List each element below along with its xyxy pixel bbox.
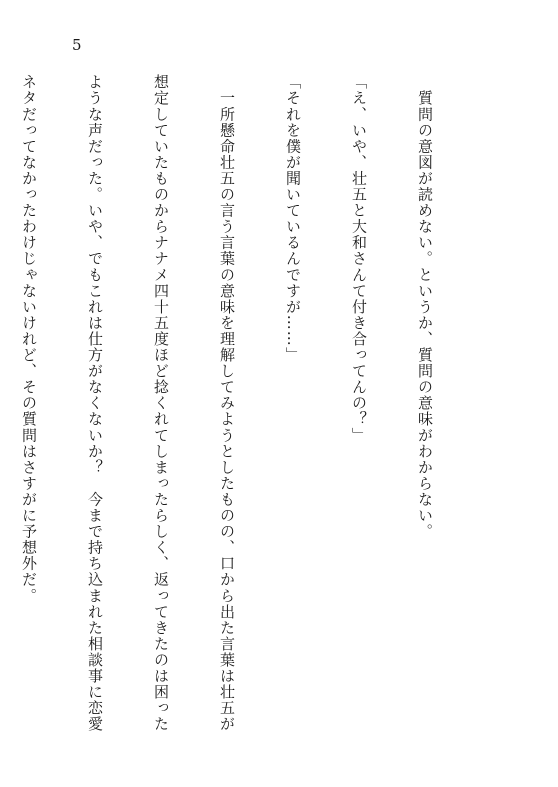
text-line: ネタだってなかったわけじゃないけれど、その質問はさすがに予想外だ。 bbox=[20, 74, 38, 604]
text-line: 「え、いや、壮五と大和さんて付き合ってんの？」 bbox=[350, 74, 368, 444]
text-line: 「それを僕が聞いているんですが……」 bbox=[284, 74, 302, 363]
text-line: ような声だった。いや、でもこれは仕方がなくないか？ 今まで持ち込まれた相談事に恋愛 bbox=[86, 74, 104, 733]
text-line: 質問の意図が読めない。というか、質問の意味がわからない。 bbox=[416, 74, 434, 540]
text-line: 一所懸命壮五の言う言葉の意味を理解してみようとしたものの、口から出た言葉は壮五が bbox=[218, 74, 236, 733]
text-line: 想定していたものからナナメ四十五度ほど捻くれてしまったらしく、返ってきたのは困った bbox=[152, 74, 170, 733]
body-text bbox=[20, 74, 480, 733]
page-number: 5 bbox=[72, 36, 82, 54]
